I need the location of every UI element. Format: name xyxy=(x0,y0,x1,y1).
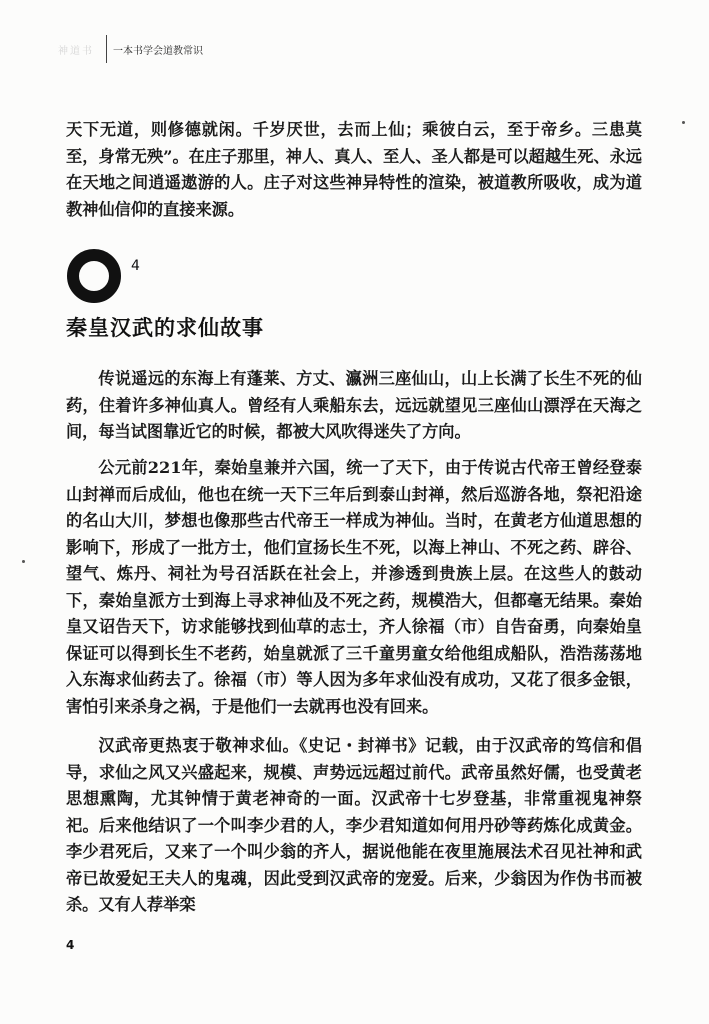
intro-paragraph: 天下无道，则修德就闲。千岁厌世，去而上仙；乘彼白云，至于帝乡。三患莫至，身常无殃”。在庄子那里，神人、真人、至人、圣人都是可以超越生死、永远在天地之间逍遥遨游的人。庄子对这些神异特性的渲染，被道教所吸收，成为道教神仙信仰的直接来源。 xyxy=(66,120,642,219)
section-number: 4 xyxy=(131,258,140,274)
body-paragraph-3: 汉武帝更热衷于敬神求仙。《史记・封禅书》记载，由于汉武帝的笃信和倡导，求仙之风又兴盛起来，规模、声势远远超过前代。武帝虽然好儒，也受黄老思想熏陶，尤其钟情于黄老神奇的一面。汉武帝十七岁登基，非常重视鬼神祭祀。后来他结识了一个叫李少君的人，李少君知道如何用丹砂等药炼化成黄金。李少君死后，又来了一个叫少翁的齐人，据说他能在夜里施展法术召见社神和武帝已故爱妃王夫人的鬼魂，因此受到汉武帝的宠爱。后来，少翁因为作伪书而被杀。又有人荐举栾 xyxy=(66,736,642,914)
section-title: 秦皇汉武的求仙故事 xyxy=(66,315,264,340)
running-header xyxy=(58,38,203,60)
section-ring-icon xyxy=(66,248,122,304)
body-paragraph-1: 传说遥远的东海上有蓬莱、方丈、瀛洲三座仙山，山上长满了长生不死的仙药，住着许多神仙真人。曾经有人乘船东去，远远就望见三座仙山漂浮在天海之间，每当试图靠近它的时候，都被大风吹得迷失了方向。 xyxy=(66,369,642,441)
scan-speck xyxy=(682,121,685,124)
body-paragraph-2: 公元前221年，秦始皇兼并六国，统一了天下，由于传说古代帝王曾经登泰山封禅而后成仙，他也在统一天下三年后到泰山封禅，然后巡游各地，祭祀沿途的名山大川，梦想也像那些古代帝王一样成为神仙。当时，在黄老方仙道思想的影响下，形成了一批方士，他们宣扬长生不死，以海上神山、不死之药、辟谷、望气、炼丹、祠社为号召活跃在社会上，并渗透到贵族上层。在这些人的鼓动下，秦始皇派方士到海上寻求神仙及不死之药，规模浩大，但都毫无结果。秦始皇又诏告天下，访求能够找到仙草的志士，齐人徐福（市）自告奋勇，向秦始皇保证可以得到长生不老药，始皇就派了三千童男童女给他组成船队，浩浩荡荡地入东海求仙药去了。徐福（市）等人因为多年求仙没有成功，又花了很多金银，害怕引来杀身之祸，于是他们一去就再也没有回来。 xyxy=(66,458,642,716)
series-title: 一本书学会道教常识 xyxy=(113,45,203,57)
scan-speck xyxy=(22,560,25,563)
header-divider xyxy=(106,35,107,63)
page-number: 4 xyxy=(66,938,75,952)
series-logo: 神道书 xyxy=(58,45,94,57)
